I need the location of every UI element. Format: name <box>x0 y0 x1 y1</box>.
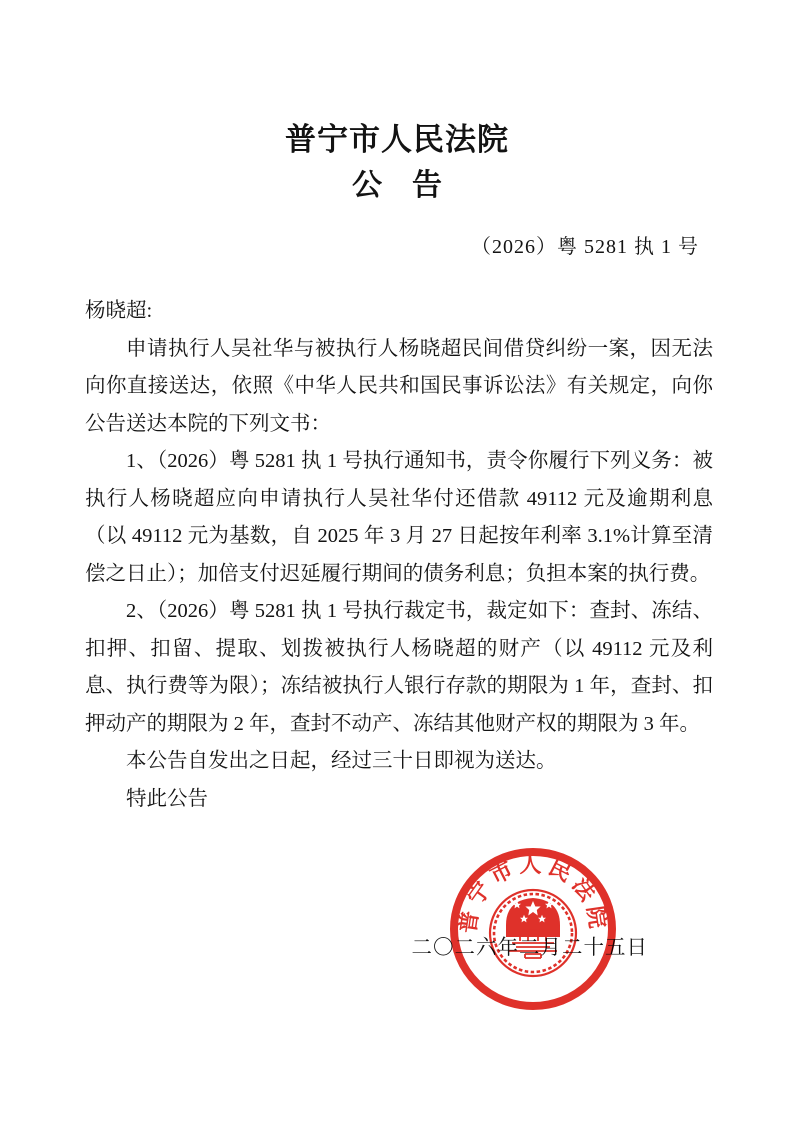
court-name: 普宁市人民法院 <box>285 122 509 157</box>
body-paragraph-intro: 申请执行人吴社华与被执行人杨晓超民间借贷纠纷一案，因无法向你直接送达，依照《中华人民共和国民事诉讼法》有关规定，向你公告送达本院的下列文书： <box>85 337 713 435</box>
issue-date: 二〇二六年二月二十五日 <box>411 937 648 959</box>
addressee-salutation: 杨晓超: <box>85 300 153 322</box>
body-paragraph-item-2: 2、（2026）粤 5281 执 1 号执行裁定书，裁定如下：查封、冻结、扣押、扣留、提取、划拨被执行人杨晓超的财产（以 49112 元及利息、执行费等为限）；冻结被执行人银行存款的期限为 1 年，查封、扣押动产的期限为 2 年，查封不动产、冻结其他财产权的期限为 3 年。 <box>85 600 713 735</box>
body-paragraph-closing: 特此公告 <box>126 787 208 810</box>
body-paragraph-item-1: 1、（2026）粤 5281 执 1 号执行通知书，责令你履行下列义务：被执行人杨晓超应向申请执行人吴社华付还借款 49112 元及逾期利息（以 49112 元为基数，自 2025 年 3 月 27 日起按年利率 3.1%计算至清偿之日止）；加倍支付迟延履行期间的债务利息；负担本案的执行费。 <box>85 450 713 585</box>
national-emblem-icon <box>490 890 576 976</box>
body-paragraph-service-notice: 本公告自发出之日起，经过三十日即视为送达。 <box>126 750 557 772</box>
seal-arc-text: 普宁市人民法院 <box>454 851 612 935</box>
doc-title: 公 告 <box>352 169 442 202</box>
case-number: （2026）粤 5281 执 1 号 <box>471 236 699 258</box>
announcement-body <box>85 293 713 818</box>
official-court-seal <box>446 844 620 1014</box>
